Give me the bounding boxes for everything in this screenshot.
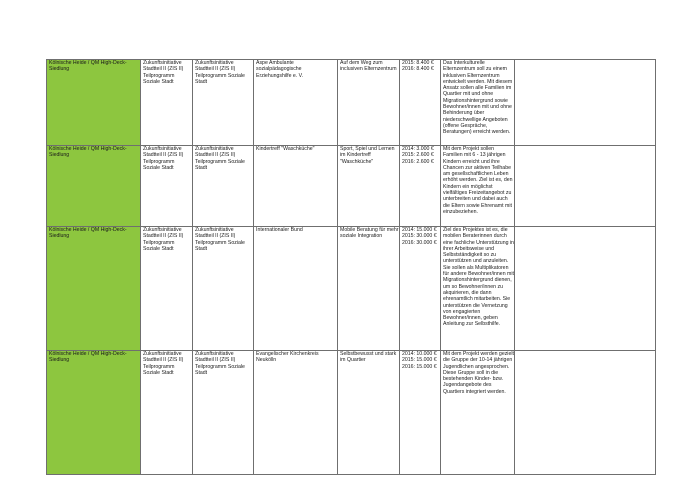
program-cell-2: Zukunftsinitiative Stadtteil II (ZIS II) Teilprogramm Soziale Stadt (193, 146, 254, 227)
funding-amount: 2014: 3.000 € (402, 146, 434, 152)
data-table-container (46, 59, 655, 475)
funding-cell (400, 227, 441, 351)
carrier-cell: Kindertreff "Waschküche" (254, 146, 338, 227)
carrier-cell: Internationaler Bund (254, 227, 338, 351)
description-cell: Ziel des Projektes ist es, die mobilen Beraterinnen durch eine fachliche Unterstützung in ihrer Arbeitsweise und Selbstständigkeit so zu unterstützen und anzuleiten. Sie sollen als Multiplikatoren für andere Bewohner/innen mit Migrationshintergrund dienen, um so Bewohner/innen zu akquirieren, die dann ehrenamtlich mitarbeiten. Sie unterstützen die Vernetzung von engagierten Bewohner/innen, geben Anleitung zur Selbsthilfe. (441, 227, 515, 351)
program-cell: Zukunftsinitiative Stadtteil II (ZIS II) Teilprogramm Soziale Stadt (141, 351, 193, 475)
funding-amount: 2015: 15.000 € (402, 357, 437, 364)
projects-table (46, 59, 656, 475)
funding-amount: 2015: 30.000 € (402, 233, 437, 240)
carrier-cell: Evangelischer Kirchenkreis Neukölln (254, 351, 338, 475)
funding-cell (400, 351, 441, 475)
carrier-cell: Aspe Ambulante sozialpädagogische Erziehungshilfe e. V. (254, 60, 338, 146)
funding-amount: 2016: 2.600 € (402, 158, 434, 165)
empty-cell (515, 146, 656, 227)
funding-cell (400, 60, 441, 146)
funding-amount: 2015: 2.600 € (402, 152, 434, 159)
funding-amount: 2016: 15.000 € (402, 363, 437, 370)
project-cell: Selbstbewusst und stark im Quartier (338, 351, 400, 475)
funding-amount: 2016: 30.000 € (402, 239, 437, 246)
table-row (47, 227, 656, 351)
empty-cell (515, 351, 656, 475)
funding-amount: 2016: 8.400 € (402, 66, 434, 73)
funding-amount: 2015: 8.400 € (402, 60, 434, 66)
area-cell: Kölnische Heide / QM High-Deck-Siedlung (47, 60, 141, 146)
project-cell: Mobile Beratung für mehr soziale Integration (338, 227, 400, 351)
description-cell: Mit dem Projekt sollen Familien mit 6 - 13 jährigen Kindern erreicht und ihre Chancen zur aktiven Teilhabe am gesellschaftlichen Leben erhöht werden. Ziel ist es, den Kindern ein möglichst vielfältiges Freizeitangebot zu unterbreiten und dabei auch die Eltern sowie Ehrenamt mit einzubeziehen. (441, 146, 515, 227)
empty-cell (515, 60, 656, 146)
description-cell: Das Interkulturelle Elternzentrum soll zu einem inklusiven Elternzentrum entwickelt werden. Mit diesem Ansatz sollen alle Familien im Quartier mit und ohne Migrationshintergrund sowie Bewohner/innen mit und ohne Behinderung über niederschwellige Angeboten (offene Gespräche, Beratungen) erreicht werden. (441, 60, 515, 146)
funding-amount: 2014: 15.000 € (402, 227, 437, 233)
table-row (47, 351, 656, 475)
program-cell: Zukunftsinitiative Stadtteil II (ZIS II) Teilprogramm Soziale Stadt (141, 227, 193, 351)
funding-cell (400, 146, 441, 227)
program-cell-2: Zukunftsinitiative Stadtteil II (ZIS II) Teilprogramm Soziale Stadt (193, 60, 254, 146)
program-cell-2: Zukunftsinitiative Stadtteil II (ZIS II) Teilprogramm Soziale Stadt (193, 351, 254, 475)
project-cell: Auf dem Weg zum inclusiven Elternzentrum (338, 60, 400, 146)
area-cell: Kölnische Heide / QM High-Deck-Siedlung (47, 351, 141, 475)
funding-amount: 2014: 10.000 € (402, 351, 437, 357)
program-cell: Zukunftsinitiative Stadtteil II (ZIS II) Teilprogramm Soziale Stadt (141, 60, 193, 146)
program-cell-2: Zukunftsinitiative Stadtteil II (ZIS II) Teilprogramm Soziale Stadt (193, 227, 254, 351)
empty-cell (515, 227, 656, 351)
table-row (47, 60, 656, 146)
area-cell: Kölnische Heide / QM High-Deck-Siedlung (47, 227, 141, 351)
program-cell: Zukunftsinitiative Stadtteil II (ZIS II) Teilprogramm Soziale Stadt (141, 146, 193, 227)
table-row (47, 146, 656, 227)
area-cell: Kölnische Heide / QM High-Deck-Siedlung (47, 146, 141, 227)
description-cell: Mit dem Projekt werden gezielt die Gruppe der 10-14 jährigen Jugendlichen angesprochen. Diese Gruppe soll in die bestehenden Kinder- bzw. Jugendangebote des Quartiers integriert werden. (441, 351, 515, 475)
project-cell: Sport, Spiel und Lernen im Kindertreff "Waschküche" (338, 146, 400, 227)
